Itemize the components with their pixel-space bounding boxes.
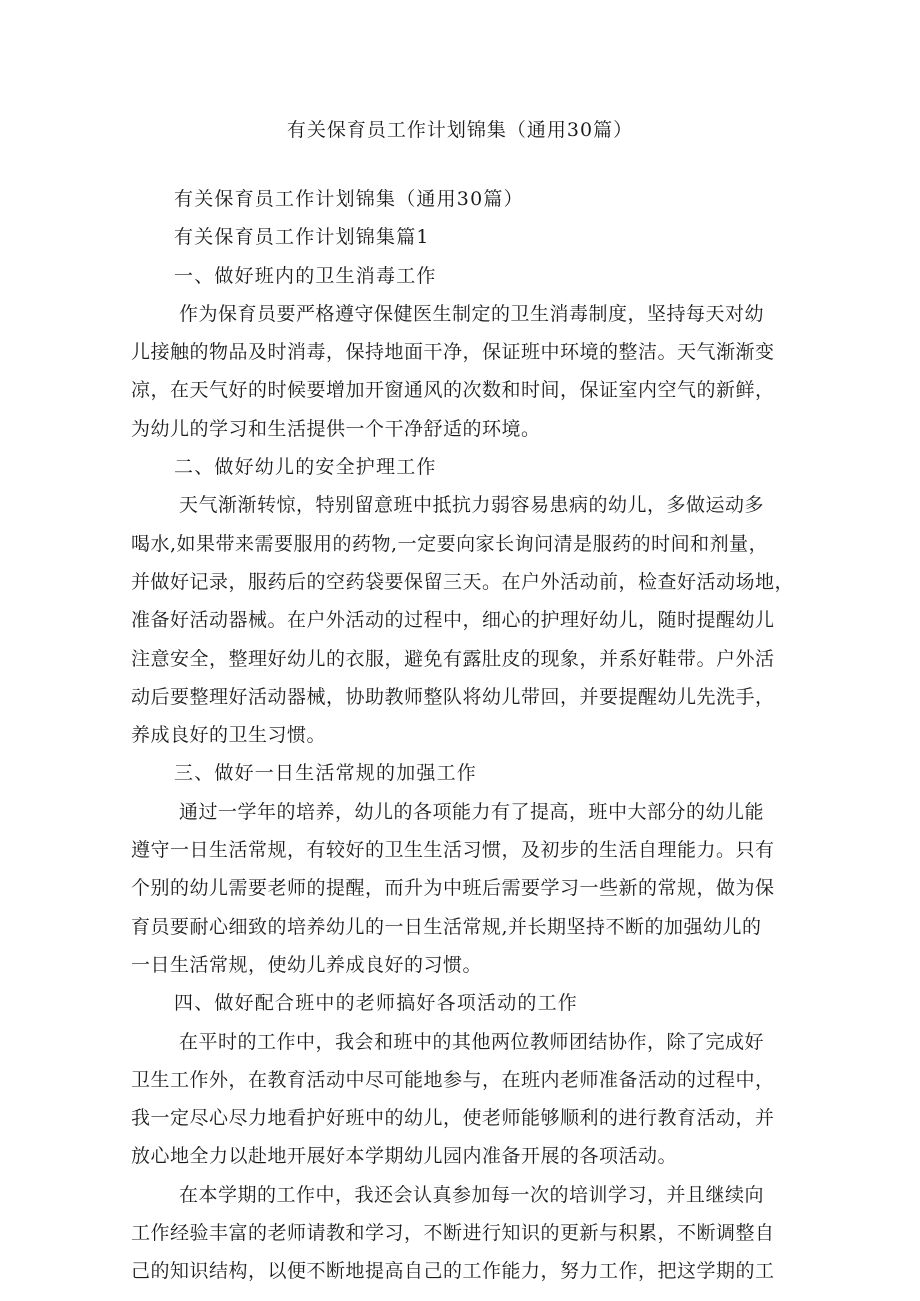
- paragraph-line: 育员要耐心细致的培养幼儿的一日生活常规,并长期坚持不断的加强幼儿的: [131, 915, 762, 938]
- paragraph-line: 养成良好的卫生习惯。: [131, 724, 327, 747]
- paragraph-line: 准备好活动器械。在户外活动的过程中，细心的护理好幼儿，随时提醒幼儿: [131, 609, 775, 632]
- document-body: [131, 180, 795, 1291]
- section-heading: 一、做好班内的卫生消毒工作: [174, 264, 437, 287]
- section-heading: 有关保育员工作计划锦集（通用30篇）: [174, 188, 524, 210]
- paragraph-line: 个别的幼儿需要老师的提醒，而升为中班后需要学习一些新的常规，做为保: [131, 877, 775, 900]
- paragraph-line: 放心地全力以赴地开展好本学期幼儿园内准备开展的各项活动。: [131, 1145, 678, 1168]
- paragraph-line: 天气渐渐转惊，特别留意班中抵抗力弱容易患病的幼儿，多做运动多: [179, 494, 765, 517]
- paragraph-line: 儿接触的物品及时消毒，保持地面干净，保证班中环境的整洁。天气渐渐变: [131, 341, 775, 364]
- section-heading: 三、做好一日生活常规的加强工作: [174, 762, 478, 785]
- paragraph-line: 动后要整理好活动器械，协助教师整队将幼儿带回，并要提醒幼儿先洗手，: [131, 685, 775, 708]
- paragraph-line: 通过一学年的培养，幼儿的各项能力有了提高，班中大部分的幼儿能: [179, 800, 765, 823]
- paragraph-line: 我一定尽心尽力地看护好班中的幼儿，使老师能够顺利的进行教育活动，并: [131, 1107, 775, 1130]
- paragraph-line: 己的知识结构，以便不断地提高自己的工作能力，努力工作，把这学期的工: [131, 1260, 775, 1283]
- paragraph-line: 作为保育员要严格遵守保健医生制定的卫生消毒制度，坚持每天对幼: [179, 302, 765, 325]
- paragraph-line: 凉，在天气好的时候要增加开窗通风的次数和时间，保证室内空气的新鲜，: [131, 379, 775, 402]
- paragraph-line: 工作经验丰富的老师请教和学习，不断进行知识的更新与积累，不断调整自: [131, 1222, 775, 1245]
- paragraph-line: 遵守一日生活常规，有较好的卫生生活习惯，及初步的生活自理能力。只有: [131, 839, 775, 862]
- paragraph-line: 在本学期的工作中，我还会认真参加每一次的培训学习，并且继续向: [179, 1183, 765, 1206]
- paragraph-line: 为幼儿的学习和生活提供一个干净舒适的环境。: [131, 417, 541, 440]
- section-heading: 二、做好幼儿的安全护理工作: [174, 456, 437, 479]
- paragraph-line: 卫生工作外，在教育活动中尽可能地参与，在班内老师准备活动的过程中，: [131, 1068, 775, 1091]
- paragraph-line: 注意安全，整理好幼儿的衣服，避免有露肚皮的现象，并系好鞋带。户外活: [131, 647, 775, 670]
- paragraph-line: 并做好记录，服药后的空药袋要保留三天。在户外活动前，检查好活动场地，: [131, 570, 795, 593]
- paragraph-line: 一日生活常规，使幼儿养成良好的习惯。: [131, 953, 483, 976]
- paragraph-line: 喝水,如果带来需要服用的药物,一定要向家长询问清是服药的时间和剂量，: [131, 532, 769, 555]
- paragraph-line: 在平时的工作中，我会和班中的其他两位教师团结协作，除了完成好: [179, 1030, 765, 1053]
- document-title: 有关保育员工作计划锦集（通用30篇）: [286, 119, 634, 141]
- section-heading: 有关保育员工作计划锦集篇1: [174, 226, 430, 249]
- section-heading: 四、做好配合班中的老师搞好各项活动的工作: [174, 992, 579, 1015]
